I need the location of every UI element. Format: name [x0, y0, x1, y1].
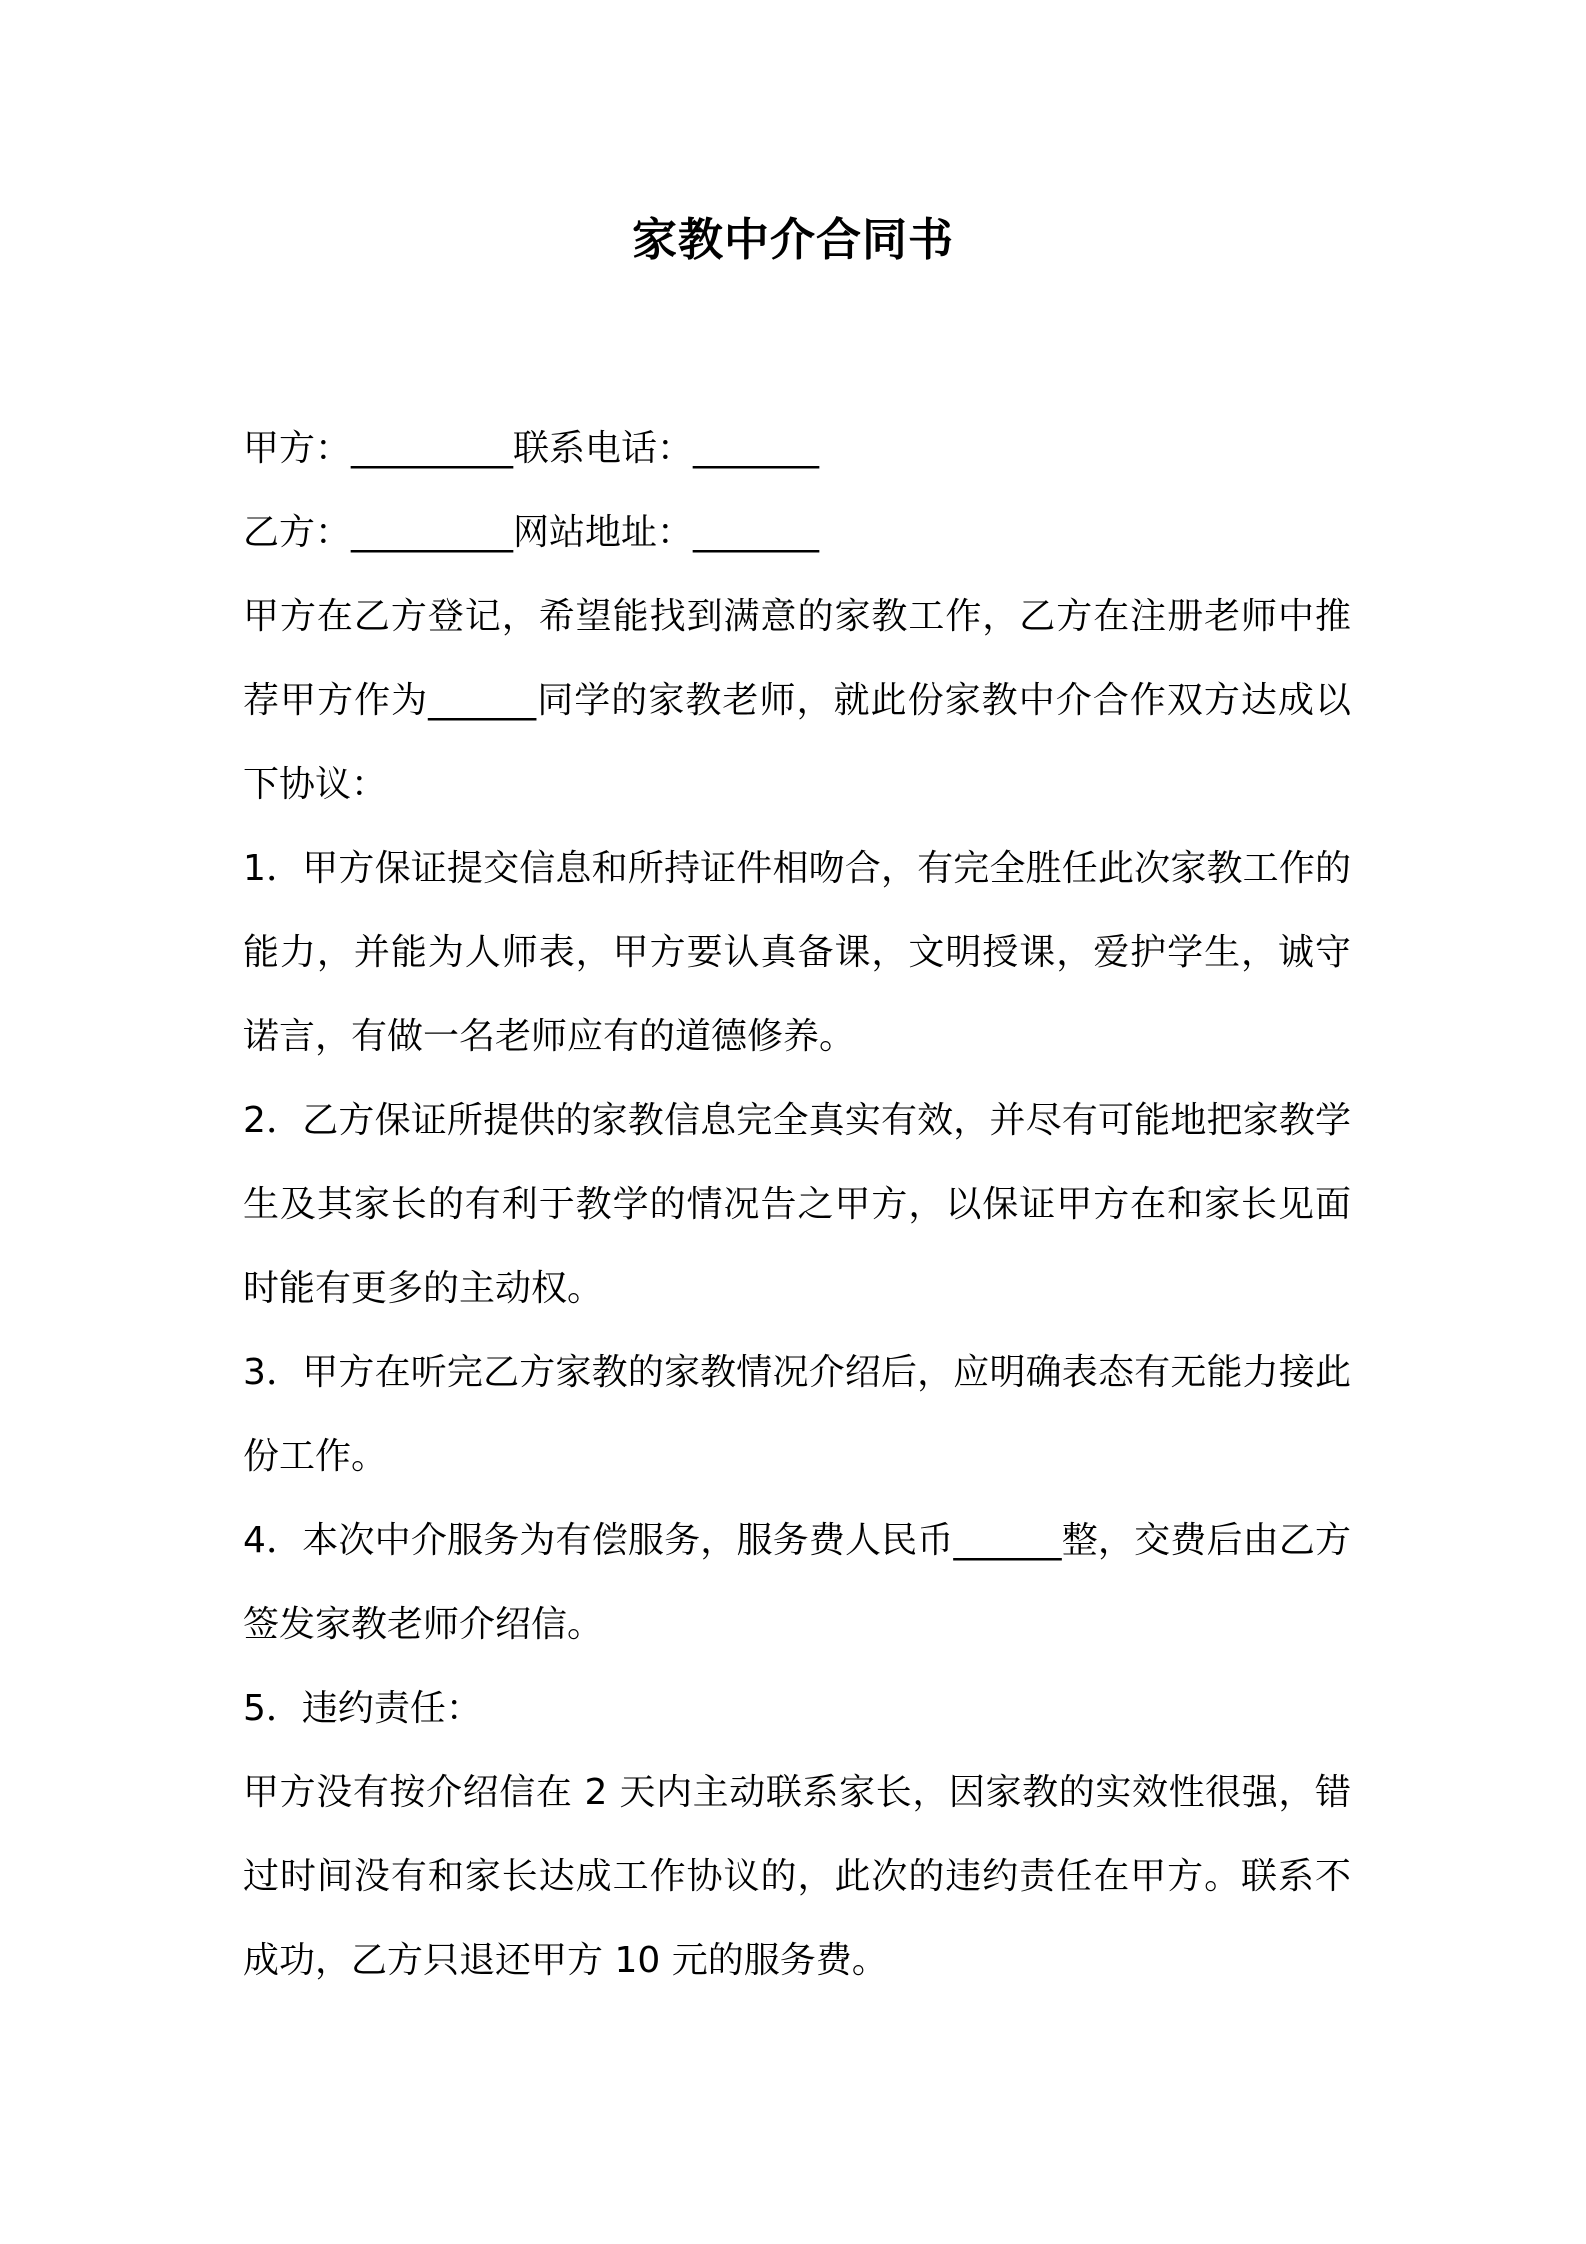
intro-paragraph: 甲方在乙方登记，希望能找到满意的家教工作，乙方在注册老师中推荐甲方作为______同学的家教老师，就此份家教中介合作双方达成以下协议： [243, 596, 1351, 805]
document-body [243, 407, 1351, 2003]
document-title: 家教中介合同书 [631, 213, 954, 266]
clause-5-heading: 5．违约责任： [243, 1688, 482, 1729]
clause-4: 4．本次中介服务为有偿服务，服务费人民币______整，交费后由乙方签发家教老师介绍信。 [243, 1520, 1351, 1645]
clause-2: 2．乙方保证所提供的家教信息完全真实有效，并尽有可能地把家教学生及其家长的有利于教学的情况告之甲方，以保证甲方在和家长见面时能有更多的主动权。 [243, 1100, 1351, 1309]
party-a-line: 甲方：_________联系电话：_______ [243, 428, 820, 469]
clause-1: 1．甲方保证提交信息和所持证件相吻合，有完全胜任此次家教工作的能力，并能为人师表，甲方要认真备课，文明授课，爱护学生，诚守诺言，有做一名老师应有的道德修养。 [243, 848, 1351, 1057]
clause-3: 3．甲方在听完乙方家教的家教情况介绍后，应明确表态有无能力接此份工作。 [243, 1352, 1351, 1477]
party-b-line: 乙方：_________网站地址：_______ [243, 512, 820, 553]
breach-paragraph: 甲方没有按介绍信在 2 天内主动联系家长，因家教的实效性很强，错过时间没有和家长达成工作协议的，此次的违约责任在甲方。联系不成功，乙方只退还甲方 10 元的服务费。 [243, 1772, 1351, 1981]
